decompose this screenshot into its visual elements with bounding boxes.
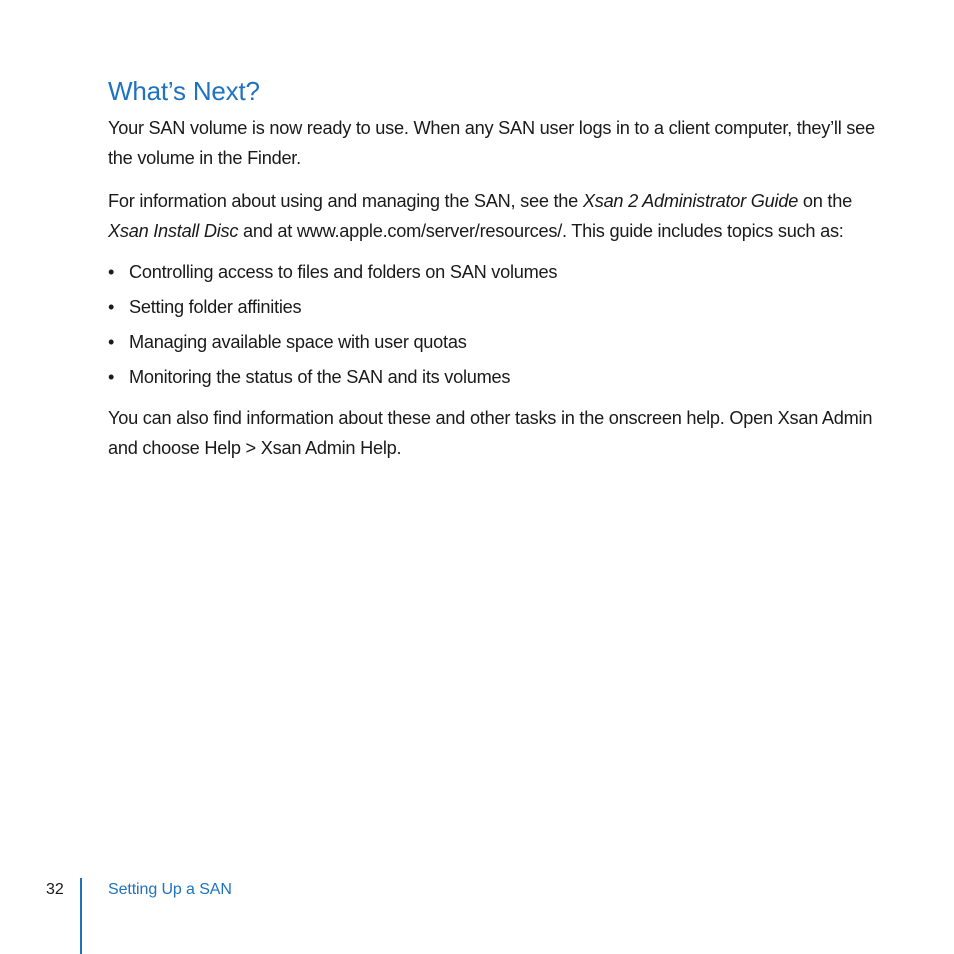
list-item-text: Managing available space with user quotas: [129, 332, 467, 352]
page-content: [108, 74, 888, 463]
list-item: [108, 360, 888, 395]
install-disc-title: Xsan Install Disc: [108, 221, 239, 241]
bullet-icon: •: [108, 297, 115, 317]
chapter-title: Setting Up a SAN: [108, 881, 232, 898]
admin-guide-title: Xsan 2 Administrator Guide: [582, 191, 799, 211]
list-item: [108, 290, 888, 325]
list-item-text: Monitoring the status of the SAN and its volumes: [129, 367, 511, 387]
info-text-2: on the: [798, 191, 852, 211]
help-paragraph: You can also find information about these and other tasks in the onscreen help. Open Xsan Admin and choose Help > Xsan Admin Help.: [108, 408, 873, 458]
section-heading: What’s Next?: [108, 76, 260, 106]
footer-divider: [80, 878, 82, 954]
list-item: [108, 255, 888, 290]
page-number: 32: [46, 881, 64, 898]
intro-paragraph: Your SAN volume is now ready to use. When any SAN user logs in to a client computer, they’ll see the volume in the Finder.: [108, 118, 875, 168]
bullet-icon: •: [108, 262, 115, 282]
info-text-1: For information about using and managing the SAN, see the: [108, 191, 583, 211]
list-item-text: Controlling access to files and folders on SAN volumes: [129, 262, 558, 282]
topics-list: [108, 255, 888, 395]
info-paragraph: [108, 186, 888, 246]
list-item: [108, 325, 888, 360]
bullet-icon: •: [108, 367, 115, 387]
bullet-icon: •: [108, 332, 115, 352]
info-text-3: and at www.apple.com/server/resources/. This guide includes topics such as:: [238, 221, 844, 241]
list-item-text: Setting folder affinities: [129, 297, 302, 317]
